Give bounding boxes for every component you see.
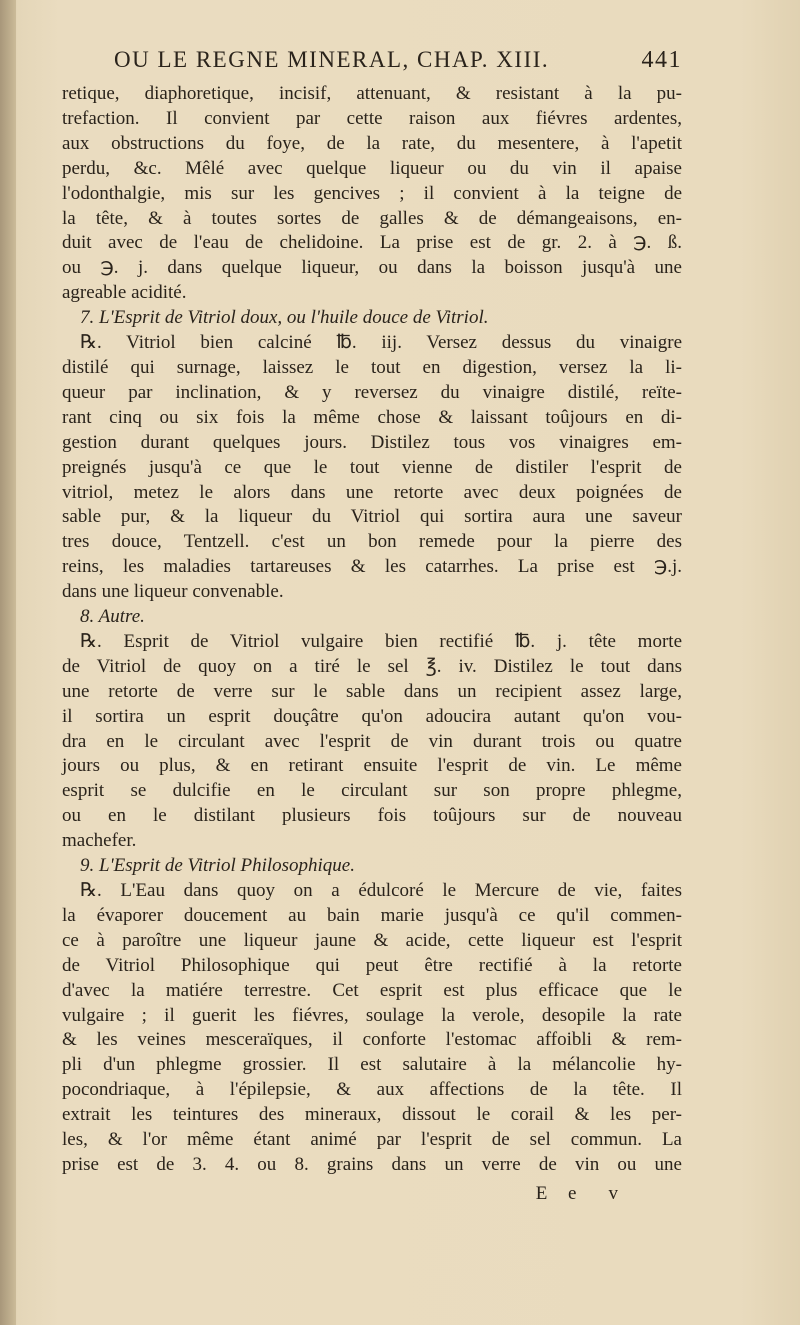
text-line: la évaporer doucement au bain marie jusqu'à ce qu'il commen- <box>62 904 682 926</box>
text-line: il sortira un esprit douçâtre qu'on adoucira autant qu'on vou- <box>62 705 682 727</box>
text-line: pocondriaque, à l'épilepsie, & aux affections de la tête. Il <box>62 1079 682 1101</box>
signature-mark: E e <box>535 1182 585 1204</box>
text-line: l'odonthalgie, mis sur les gencives ; il convient à la teigne de <box>62 182 682 204</box>
text-line: reins, les maladies tartareuses & les catarrhes. La prise est ℈.j. <box>62 556 682 578</box>
paragraph-intro <box>62 82 682 306</box>
text-line: une retorte de verre sur le sable dans un recipient assez large, <box>62 680 682 702</box>
text-line: ℞. Esprit de Vitriol vulgaire bien rectifié ℔. j. tête morte <box>80 630 682 652</box>
text-line: tres douce, Tentzell. c'est un bon remede pour la pierre des <box>62 531 682 553</box>
text-line: de Vitriol de quoy on a tiré le sel ℥. iv. Distilez le tout dans <box>62 655 682 677</box>
text-line: les, & l'or même étant animé par l'esprit de sel commun. La <box>62 1129 682 1151</box>
page-footer <box>62 1182 682 1207</box>
text-line: pli d'un phlegme grossier. Il est salutaire à la mélancolie hy- <box>62 1054 682 1076</box>
paragraph-7 <box>62 331 682 605</box>
text-line: de Vitriol Philosophique qui peut être rectifié à la retorte <box>62 954 682 976</box>
text-line: sable pur, & la liqueur du Vitriol qui sortira aura une saveur <box>62 506 682 528</box>
text-line: machefer. <box>62 830 137 852</box>
text-line: & les veines mesceraïques, il conforte l'estomac affoibli & rem- <box>62 1029 682 1051</box>
text-line: ℞. L'Eau dans quoy on a édulcoré le Mercure de vie, faites <box>80 880 682 901</box>
running-title: OU LE REGNE MINERAL, CHAP. XIII. <box>114 47 550 72</box>
page-text-block <box>62 40 682 1207</box>
text-line: d'avec la matiére terrestre. Cet esprit est plus efficace que le <box>62 979 682 1001</box>
text-line: preignés jusqu'à ce que le tout vienne de distiler l'esprit de <box>62 456 682 478</box>
text-line: ou ℈. j. dans quelque liqueur, ou dans la boisson jusqu'à une <box>62 257 682 279</box>
text-line: esprit se dulcifie en le circulant sur son propre phlegme, <box>62 780 682 802</box>
text-line: gestion durant quelques jours. Distilez tous vos vinaigres em- <box>62 431 682 453</box>
text-line: distilé qui surnage, laissez le tout en digestion, versez la li- <box>62 356 682 378</box>
text-line: extrait les teintures des mineraux, dissout le corail & les per- <box>62 1104 682 1126</box>
text-line: ℞. Vitriol bien calciné ℔. iij. Versez dessus du vinaigre <box>80 332 682 354</box>
text-line: dra en le circulant avec l'esprit de vin durant trois ou quatre <box>62 730 682 752</box>
page-number: 441 <box>641 47 682 73</box>
section-heading-7: 7. L'Esprit de Vitriol doux, ou l'huile douce de Vitriol. <box>80 307 489 329</box>
text-line: jours ou plus, & en retirant ensuite l'esprit de vin. Le même <box>62 755 682 777</box>
text-line: ce à paroître une liqueur jaune & acide, cette liqueur est l'esprit <box>62 929 682 951</box>
text-line: perdu, &c. Mêlé avec quelque liqueur ou du vin il apaise <box>62 157 682 179</box>
text-line: queur par inclination, & y reversez du vinaigre distilé, reïte- <box>62 381 682 403</box>
text-line: aux obstructions du foye, de la rate, du mesentere, à l'apetit <box>62 132 682 154</box>
section-heading-9: 9. L'Esprit de Vitriol Philosophique. <box>80 855 355 877</box>
paragraph-8 <box>62 630 682 854</box>
text-line: rant cinq ou six fois la même chose & laissant toûjours en di- <box>62 406 682 428</box>
text-line: vulgaire ; il guerit les fiévres, soulage la verole, desopile la rate <box>62 1004 682 1026</box>
text-line: duit avec de l'eau de chelidoine. La prise est de gr. 2. à ℈. ß. <box>62 232 682 254</box>
text-line: vitriol, metez le alors dans une retorte avec deux poignées de <box>62 481 682 503</box>
page-binding-shadow <box>0 0 16 1325</box>
catchword: v <box>608 1182 626 1204</box>
text-line: agreable acidité. <box>62 282 187 304</box>
text-line: retique, diaphoretique, incisif, attenuant, & resistant à la pu- <box>62 83 682 104</box>
text-line: la tête, & à toutes sortes de galles & de démangeaisons, en- <box>62 207 682 229</box>
text-line: dans une liqueur convenable. <box>62 581 284 603</box>
paragraph-9 <box>62 879 682 1178</box>
text-line: ou en le distilant plusieurs fois toûjours sur de nouveau <box>62 805 682 827</box>
text-line: trefaction. Il convient par cette raison aux fiévres ardentes, <box>62 107 682 129</box>
text-line: prise est de 3. 4. ou 8. grains dans un verre de vin ou une <box>62 1153 682 1175</box>
running-header <box>114 40 682 80</box>
section-heading-8: 8. Autre. <box>80 606 145 628</box>
